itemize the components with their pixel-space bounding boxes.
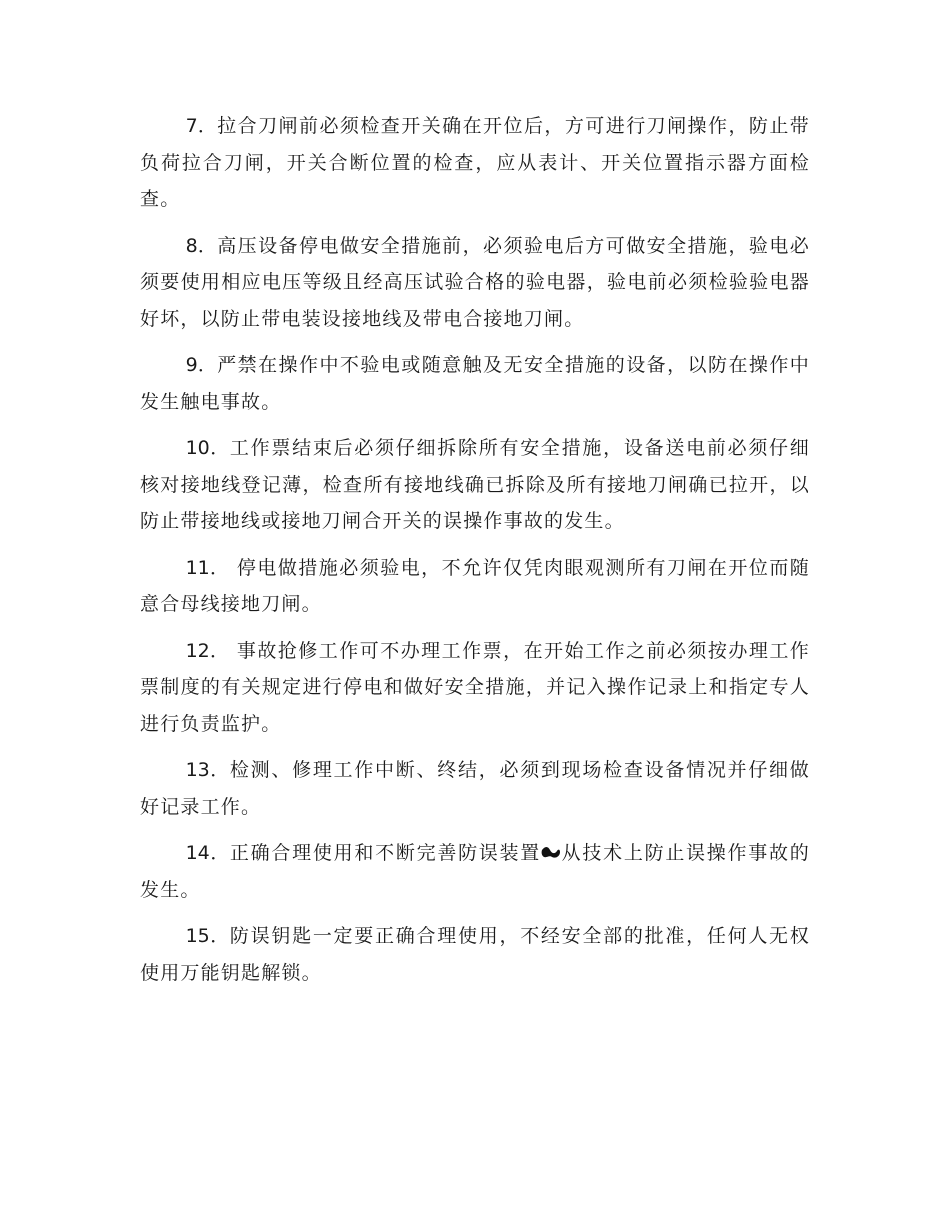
paragraph-text: 防误钥匙一定要正确合理使用，不经安全部的批准，任何人无权使用万能钥匙解锁。	[140, 925, 810, 984]
paragraph-12	[140, 633, 810, 743]
paragraph-text: 工作票结束后必须仔细拆除所有安全措施，设备送电前必须仔细核对接地线登记薄，检查所有接地线确已拆除及所有接地刀闸确已拉开，以防止带接地线或接地刀闸合开关的误操作事故的发生。	[140, 437, 810, 532]
paragraph-13	[140, 752, 810, 825]
paragraph-text: 停电做措施必须验电，不允许仅凭肉眼观测所有刀闸在开位而随意合母线接地刀闸。	[140, 556, 811, 615]
paragraph-15	[140, 918, 810, 991]
item-number: 10．	[185, 437, 230, 459]
paragraph-text: 严禁在操作中不验电或随意触及无安全措施的设备，以防在操作中发生触电事故。	[140, 354, 810, 413]
item-number: 8．	[185, 234, 218, 257]
wingding-glyph-icon	[541, 845, 561, 861]
paragraph-text: 高压设备停电做安全措施前，必须验电后方可做安全措施，验电必须要使用相应电压等级且经高压试验合格的验电器，验电前必须检验验电器好坏，以防止带电装设接地线及带电合接地刀闸。	[140, 234, 810, 330]
paragraph-11	[140, 550, 810, 623]
paragraph-text: 检测、修理工作中断、终结，必须到现场检查设备情况并仔细做好记录工作。	[140, 759, 810, 818]
item-number: 13．	[185, 759, 230, 781]
item-number: 14．	[185, 842, 230, 864]
paragraph-text-before: 正确合理使用和不断完善防误装置	[229, 842, 542, 864]
paragraph-10	[140, 430, 810, 540]
document-body	[140, 108, 810, 1001]
paragraph-9	[140, 347, 810, 420]
item-number: 9．	[185, 354, 218, 376]
item-number: 12．	[185, 639, 230, 662]
paragraph-text-after: 从技术上防止误操作事故的发生。	[140, 842, 810, 901]
paragraph-text: 拉合刀闸前必须检查开关确在开位后，方可进行刀闸操作，防止带负荷拉合刀闸，开关合断位置的检查，应从表计、开关位置指示器方面检查。	[140, 115, 810, 210]
paragraph-8	[140, 228, 810, 338]
item-number: 15．	[185, 925, 230, 947]
paragraph-14	[140, 835, 810, 908]
paragraph-7	[140, 108, 810, 218]
item-number: 7．	[185, 115, 218, 137]
paragraph-text: 事故抢修工作可不办理工作票，在开始工作之前必须按办理工作票制度的有关规定进行停电和做好安全措施，并记入操作记录上和指定专人进行负责监护。	[140, 639, 811, 735]
item-number: 11．	[185, 556, 230, 579]
